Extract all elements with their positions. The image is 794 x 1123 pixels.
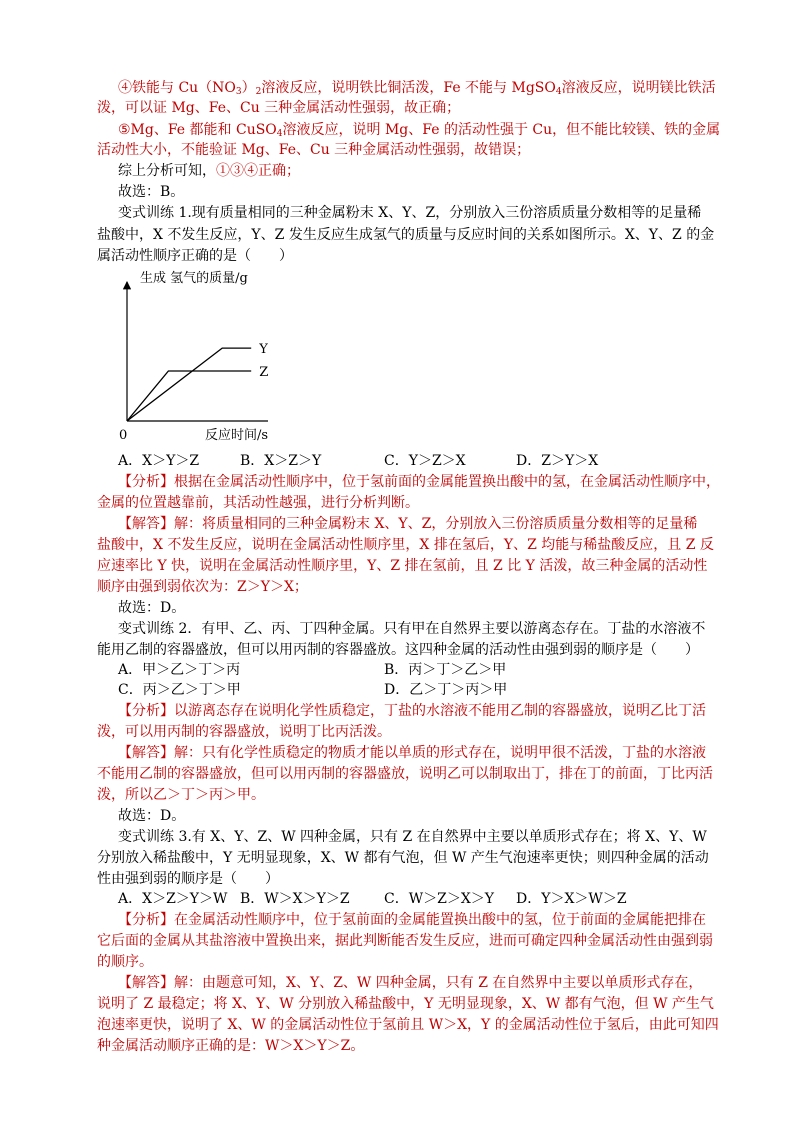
variant3-option-b: B．W＞X＞Y＞Z bbox=[240, 891, 350, 907]
prev-item4-sub-2: 2 bbox=[255, 87, 262, 97]
prev-item4-text-d: 溶液反应，说明镁比铁活 bbox=[561, 80, 716, 96]
variant2-solution-line1: 【解答】解：只有化学性质稳定的物质才能以单质的形式存在，说明甲很不活泼，丁盐的水溶液 bbox=[118, 745, 706, 761]
variant1-option-a: A．X＞Y＞Z bbox=[118, 453, 200, 469]
variant2-option-b: B．丙＞丁＞乙＞甲 bbox=[384, 662, 507, 678]
variant2-option-a: A．甲＞乙＞丁＞丙 bbox=[118, 662, 241, 678]
prev-item5-sub-4: 4 bbox=[276, 129, 283, 139]
variant3-option-a: A．X＞Z＞Y＞W bbox=[118, 891, 228, 907]
prev-item5-text-a: ⑤Mg、Fe 都能和 CuSO bbox=[118, 122, 277, 138]
variant3-solution-line1: 【解答】解：由题意可知，X、Y、Z、W 四种金属，只有 Z 在自然界中主要以单质形式存在， bbox=[118, 975, 703, 991]
variant3-solution-line2: 说明了 Z 最稳定；将 X、Y、W 分别放入稀盐酸中，Y 无明显现象，X、W 都有气泡，但 W 产生气 bbox=[97, 996, 714, 1012]
variant1-stem-line3: 属活动性顺序正确的是（ ） bbox=[97, 248, 293, 264]
y-axis-label: 生成 氢气的质量/g bbox=[140, 271, 248, 286]
variant2-option-c: C．丙＞乙＞丁＞甲 bbox=[118, 682, 241, 698]
prev-item4-line2: 泼，可以证 Mg、Fe、Cu 三种金属活动性强弱，故正确； bbox=[97, 100, 461, 116]
variant3-option-c: C．W＞Z＞X＞Y bbox=[384, 891, 495, 907]
hydrogen-mass-vs-time-chart bbox=[100, 262, 290, 447]
variant1-solution-line2: 盐酸中，X 不发生反应，说明在金属活动性顺序里，X 排在氢后，Y、Z 均能与稀盐酸反应，且 Z 反 bbox=[97, 537, 714, 553]
prev-item4-text-c: 溶液反应，说明铁比铜活泼，Fe 不能与 MgSO bbox=[261, 80, 556, 96]
prev-item4-text-b: ） bbox=[241, 80, 256, 96]
x-axis-label: 反应时间/s bbox=[205, 428, 269, 443]
variant2-analysis-line1: 【分析】以游离态存在说明化学性质稳定，丁盐的水溶液不能用乙制的容器盛放，说明乙比丁活 bbox=[118, 703, 706, 719]
variant2-stem-line2: 能用乙制的容器盛放，但可以用丙制的容器盛放。这四种金属的活动性由强到弱的顺序是（ ） bbox=[97, 642, 699, 658]
variant1-analysis-line2: 金属的位置越靠前，其活动性越强，进行分析判断。 bbox=[97, 495, 419, 511]
variant3-analysis-line2: 它后面的金属从其盐溶液中置换出来，据此判断能否发生反应，进而可确定四种金属活动性由强到弱 bbox=[97, 933, 713, 949]
variant1-solution-line4: 顺序由强到弱依次为：Z＞Y＞X； bbox=[97, 579, 308, 595]
prev-final-choice: 故选：B。 bbox=[118, 184, 185, 200]
prev-summary-line bbox=[118, 161, 300, 181]
prev-item5-line2: 活动性大小，不能验证 Mg、Fe、Cu 三种金属活动性强弱，故错误； bbox=[97, 142, 531, 158]
variant1-stem-line1: 变式训练 1.现有质量相同的三种金属粉末 X、Y、Z，分别放入三份溶质质量分数相等的足量稀 bbox=[118, 205, 702, 221]
variant2-option-d: D．乙＞丁＞丙＞甲 bbox=[384, 682, 508, 698]
variant2-stem-line1: 变式训练 2．有甲、乙、丙、丁四种金属。只有甲在自然界主要以游离态存在。丁盐的水溶液不 bbox=[118, 621, 706, 637]
prev-summary-result: ①③④正确； bbox=[216, 163, 300, 179]
variant1-option-c: C．Y＞Z＞X bbox=[384, 453, 466, 469]
origin-label: 0 bbox=[119, 428, 128, 443]
variant3-analysis-line1: 【分析】在金属活动性顺序中，位于氢前面的金属能置换出酸中的氢，位于前面的金属能把排在 bbox=[118, 912, 706, 928]
prev-item4-line1 bbox=[118, 78, 716, 98]
variant1-option-b: B．X＞Z＞Y bbox=[240, 453, 322, 469]
series-label-z: Z bbox=[259, 365, 269, 380]
variant3-solution-line4: 种金属活动顺序正确的是：W＞X＞Y＞Z。 bbox=[97, 1038, 365, 1054]
prev-item5-text-b: 溶液反应，说明 Mg、Fe 的活动性强于 Cu，但不能比较镁、铁的金属 bbox=[282, 122, 721, 138]
series-line-z bbox=[127, 371, 251, 421]
variant3-stem-line3: 性由强到弱的顺序是（ ） bbox=[97, 871, 279, 887]
variant1-solution-line1: 【解答】解：将质量相同的三种金属粉末 X、Y、Z，分别放入三份溶质质量分数相等的足量稀 bbox=[118, 516, 698, 532]
variant1-final-choice: 故选：D。 bbox=[118, 600, 186, 616]
variant3-solution-line3: 泡速率更快，说明了 X、W 的金属活动性位于氢前且 W＞X，Y 的金属活动性位于氢后，由此可知四 bbox=[97, 1017, 719, 1033]
series-line-y bbox=[127, 348, 251, 421]
variant3-stem-line1: 变式训练 3.有 X、Y、Z、W 四种金属，只有 Z 在自然界中主要以单质形式存在；将 X、Y、W bbox=[118, 829, 707, 845]
variant2-final-choice: 故选：D。 bbox=[118, 808, 186, 824]
variant1-solution-line3: 应速率比 Y 快，说明在金属活动性顺序里，Y、Z 排在氢前，且 Z 比 Y 活泼，故三种金属的活动性 bbox=[97, 558, 708, 574]
variant1-stem-line2: 盐酸中，X 不发生反应，Y、Z 发生反应生成氢气的质量与反应时间的关系如图所示。X、Y、Z 的金 bbox=[97, 227, 715, 243]
series-label-y: Y bbox=[259, 342, 268, 358]
prev-item4-sub-4: 4 bbox=[555, 87, 562, 97]
variant2-solution-line2: 不能用乙制的容器盛放，但可以用丙制的容器盛放，说明乙可以制取出丁，排在丁的前面，丁比丙活 bbox=[97, 766, 713, 782]
variant1-option-d: D．Z＞Y＞X bbox=[516, 453, 599, 469]
variant2-solution-line3: 泼，所以乙＞丁＞丙＞甲。 bbox=[97, 787, 265, 803]
variant1-analysis-line1: 【分析】根据在金属活动性顺序中，位于氢前面的金属能置换出酸中的氢，在金属活动性顺序中， bbox=[118, 474, 720, 490]
prev-summary-prefix: 综上分析可知， bbox=[118, 163, 216, 179]
variant3-analysis-line3: 的顺序。 bbox=[97, 954, 153, 970]
variant3-option-d: D．Y＞X＞W＞Z bbox=[516, 891, 627, 907]
prev-item5-line1 bbox=[118, 120, 720, 140]
variant2-analysis-line2: 泼，可以用丙制的容器盛放，说明丁比丙活泼。 bbox=[97, 724, 391, 740]
prev-item4-sub-3: 3 bbox=[235, 87, 242, 97]
variant3-stem-line2: 分别放入稀盐酸中，Y 无明显现象，X、W 都有气泡，但 W 产生气泡速率更快；则四种金属的活动 bbox=[97, 850, 709, 866]
prev-item4-text-a: ④铁能与 Cu（NO bbox=[118, 80, 236, 96]
